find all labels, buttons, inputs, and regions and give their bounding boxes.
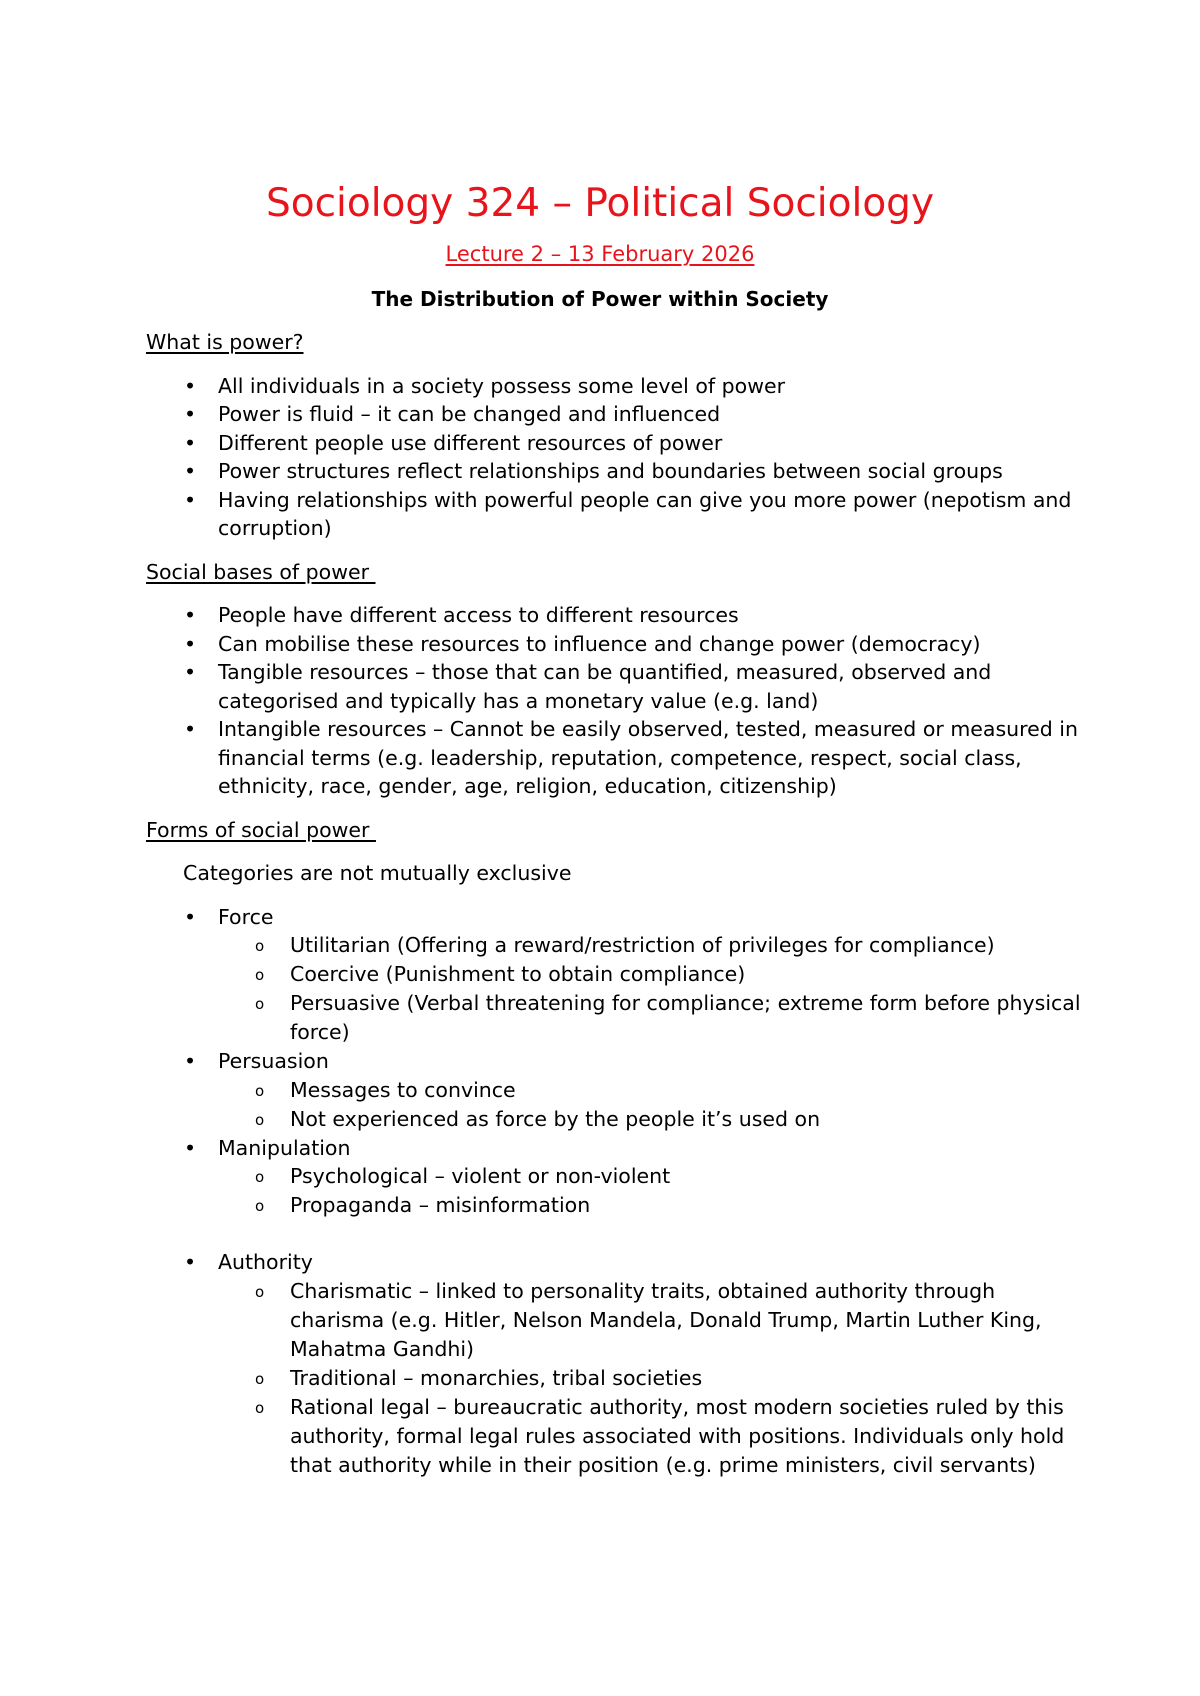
- blank-line: [146, 1220, 1086, 1248]
- bullet-icon: •: [184, 1250, 197, 1274]
- section-title-forms: Forms of social power: [146, 817, 376, 842]
- sub-list-item: [217, 1277, 1086, 1364]
- list-item: [146, 715, 1086, 801]
- section-title-what-is-power: What is power?: [146, 330, 304, 354]
- list-item: [146, 429, 1086, 458]
- sub-list-item-text: Utilitarian (Offering a reward/restriction of privileges for compliance): [290, 933, 995, 957]
- list-item-text: People have different access to different resources: [218, 603, 739, 627]
- list-item-text: Intangible resources – Cannot be easily observed, tested, measured or measured in financial terms (e.g. leadership, reputation, competence, respect, social class, ethnicity, race, gender, age, religion, education, citizenship): [218, 717, 1078, 798]
- list-item-text: Different people use different resources of power: [218, 430, 723, 455]
- list-item-force: [146, 903, 1086, 1048]
- section-title-social-bases: Social bases of power: [146, 559, 376, 584]
- bullet-icon: •: [184, 402, 197, 426]
- bullet-icon: •: [184, 430, 197, 455]
- circle-bullet-icon: o: [255, 1110, 265, 1129]
- circle-bullet-icon: o: [255, 1369, 265, 1388]
- forms-list: [146, 903, 1086, 1480]
- list-item-text: Manipulation: [218, 1135, 351, 1160]
- list-item-text: Power structures reflect relationships and boundaries between social groups: [218, 459, 1003, 483]
- list-item-text: All individuals in a society possess some level of power: [218, 373, 786, 398]
- document-title: Sociology 324 – Political Sociology: [265, 181, 935, 226]
- authority-sublist: [218, 1277, 1086, 1480]
- sub-list-item-text: Persuasive (Verbal threatening for compliance; extreme form before physical force): [290, 991, 1081, 1044]
- document-heading: The Distribution of Power within Society: [371, 287, 829, 311]
- sub-list-item-text: Traditional – monarchies, tribal societies: [290, 1365, 703, 1390]
- list-item: [146, 630, 1086, 659]
- list-item: [146, 486, 1086, 543]
- sub-list-item-text: Messages to convince: [290, 1077, 516, 1102]
- sub-list-item: [217, 1191, 1086, 1220]
- manipulation-sublist: [218, 1162, 1086, 1220]
- list-item: [146, 457, 1086, 486]
- list-item-persuasion: [146, 1047, 1086, 1134]
- bullet-icon: •: [184, 904, 197, 929]
- bullet-icon: •: [184, 459, 197, 483]
- bullet-icon: •: [184, 603, 197, 627]
- sub-list-item-text: Rational legal – bureaucratic authority, most modern societies ruled by this authority, formal legal rules associated with positions. Individuals only hold that authority while in their position (e.g. prime ministers, civil servants): [290, 1394, 1065, 1477]
- sub-list-item: [217, 1162, 1086, 1191]
- sub-list-item: [217, 960, 1086, 989]
- list-item-text: Power is fluid – it can be changed and influenced: [218, 402, 721, 426]
- persuasion-sublist: [218, 1076, 1086, 1134]
- circle-bullet-icon: o: [255, 995, 265, 1013]
- list-item-text: Force: [218, 904, 274, 929]
- list-item-manipulation: [146, 1134, 1086, 1221]
- bullet-icon: •: [184, 631, 197, 656]
- circle-bullet-icon: o: [255, 1282, 265, 1301]
- sub-list-item: [217, 931, 1086, 960]
- force-sublist: [218, 931, 1086, 1047]
- list-item-text: Persuasion: [218, 1049, 329, 1073]
- bullet-icon: •: [184, 1049, 197, 1073]
- sub-list-item-text: Coercive (Punishment to obtain compliance): [290, 962, 746, 986]
- sub-list-item-text: Propaganda – misinformation: [290, 1193, 591, 1217]
- social-bases-list: [146, 601, 1086, 801]
- sub-list-item: [217, 1364, 1086, 1393]
- bullet-icon: •: [184, 487, 197, 512]
- circle-bullet-icon: o: [255, 1168, 265, 1186]
- list-item-text: Authority: [218, 1250, 313, 1274]
- sub-list-item-text: Not experienced as force by the people it’s used on: [290, 1106, 821, 1131]
- list-item-text: Having relationships with powerful people can give you more power (nepotism and corruption): [218, 487, 1072, 540]
- bullet-icon: •: [184, 1135, 197, 1160]
- circle-bullet-icon: o: [255, 1081, 265, 1100]
- sub-list-item-text: Psychological – violent or non-violent: [290, 1164, 671, 1188]
- forms-note: Categories are not mutually exclusive: [183, 861, 572, 885]
- list-item-text: Can mobilise these resources to influence and change power (democracy): [218, 631, 981, 656]
- lecture-subtitle: Lecture 2 – 13 February 2026: [445, 242, 755, 266]
- list-item: [146, 400, 1086, 429]
- bullet-icon: •: [184, 373, 197, 398]
- bullet-icon: •: [184, 660, 197, 684]
- sub-list-item: [217, 1393, 1086, 1480]
- document-body: [146, 328, 1086, 1495]
- sub-list-item-text: Charismatic – linked to personality traits, obtained authority through charisma (e.g. Hitler, Nelson Mandela, Donald Trump, Martin Luther King, Mahatma Gandhi): [290, 1278, 1042, 1361]
- sub-list-item: [217, 989, 1086, 1047]
- circle-bullet-icon: o: [255, 937, 265, 955]
- list-item: [146, 372, 1086, 401]
- circle-bullet-icon: o: [255, 1398, 265, 1417]
- bullet-icon: •: [184, 717, 197, 741]
- list-item: [146, 658, 1086, 715]
- circle-bullet-icon: o: [255, 966, 265, 984]
- what-is-power-list: [146, 372, 1086, 543]
- list-item: [146, 601, 1086, 630]
- sub-list-item: [217, 1076, 1086, 1105]
- circle-bullet-icon: o: [255, 1197, 265, 1215]
- sub-list-item: [217, 1105, 1086, 1134]
- list-item-text: Tangible resources – those that can be quantified, measured, observed and categorised and typically has a monetary value (e.g. land): [218, 660, 992, 713]
- list-item-authority: [146, 1248, 1086, 1480]
